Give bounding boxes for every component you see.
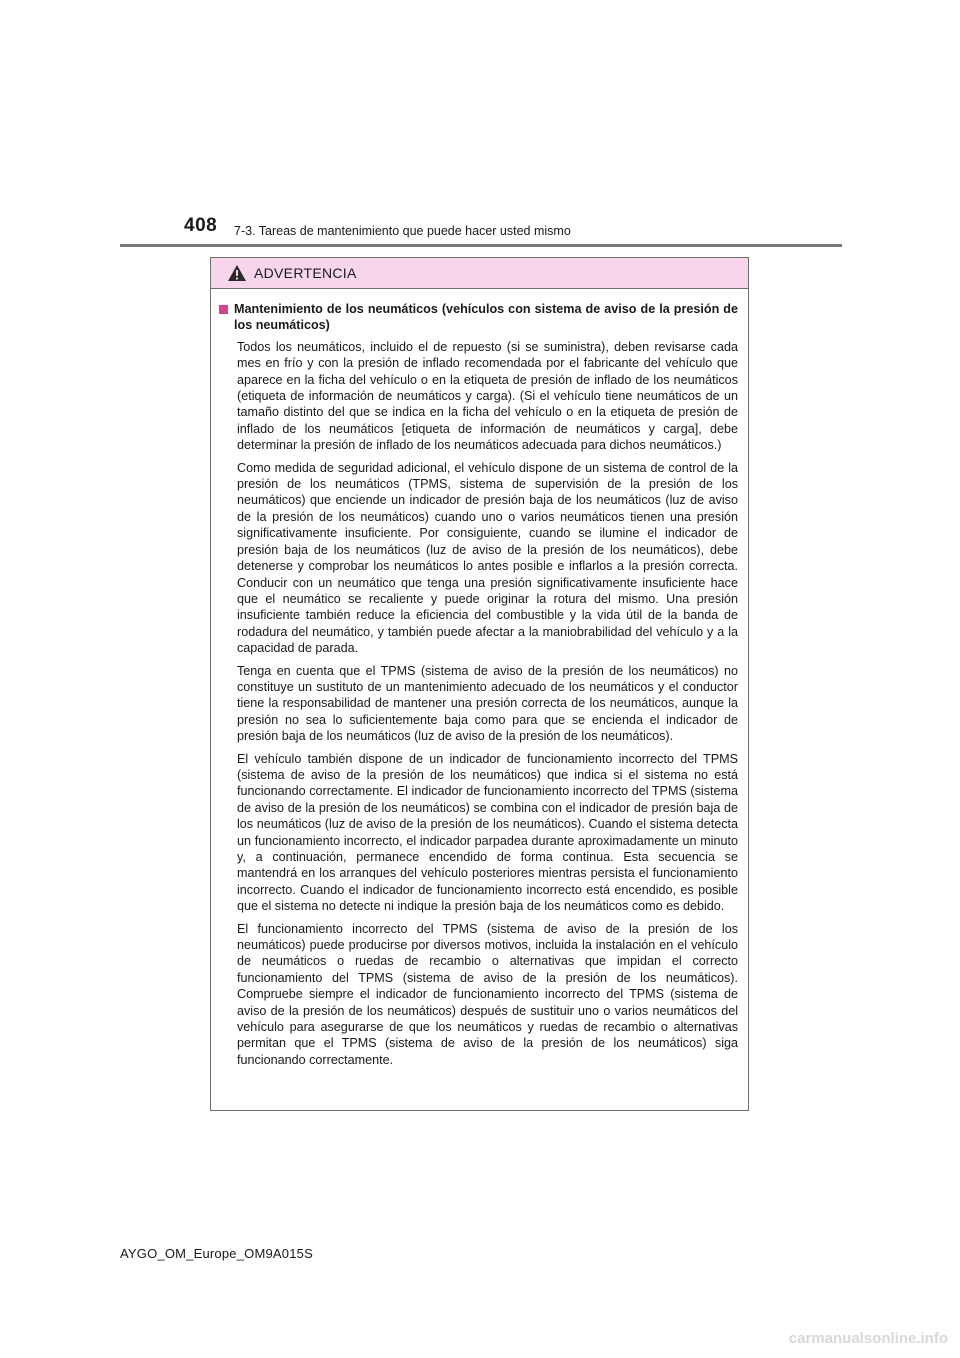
warning-paragraph: El vehículo también dispone de un indicador de funcionamiento incorrecto del TPMS (sistema de aviso de la presión de los neumáticos) que indica si el sistema no está funcionando correctamente. El indicador de funcionamiento incorrecto del TPMS (sistema de aviso de la presión de los neumáticos) se combina con el indicador de presión baja de los neumáticos (luz de aviso de la presión de los neumáticos). Cuando el sistema detecta un funcionamiento incorrecto, el indicador parpadea durante aproximadamente un minuto y, a continuación, permanece encendido de forma continua. Esta secuencia se mantendrá en los arranques del vehículo posteriores mientras persista el funcionamiento incorrecto. Cuando el indicador de funcionamiento incorrecto está encendido, es posible que el sistema no detecte ni indique la presión baja de los neumáticos como es debido.: [237, 751, 738, 914]
warning-paragraph: Tenga en cuenta que el TPMS (sistema de aviso de la presión de los neumáticos) no constituye un sustituto de un mantenimiento adecuado de los neumáticos y el conductor tiene la responsabilidad de mantener una presión correcta de los neumáticos, aunque la presión no sea lo suficientemente baja como para que se encienda el indicador de presión baja de los neumáticos (luz de aviso de la presión de los neumáticos).: [237, 663, 738, 744]
warning-body: [211, 289, 748, 1068]
page-number: 408: [184, 215, 218, 236]
warning-paragraph: Todos los neumáticos, incluido el de repuesto (si se suministra), deben revisarse cada mes en frío y con la presión de inflado recomendada por el fabricante del vehículo que aparece en la ficha del vehículo o en la etiqueta de presión de inflado de los neumáticos (etiqueta de información de neumáticos y carga). (Si el vehículo tiene neumáticos de un tamaño distinto del que se indica en la ficha del vehículo o en la etiqueta de presión de inflado de los neumáticos [etiqueta de información de neumáticos y carga], debe determinar la presión de inflado de los neumáticos adecuada para dichos neumáticos.): [237, 339, 738, 453]
bullet-square-icon: [219, 305, 228, 314]
warning-title: ADVERTENCIA: [254, 265, 357, 281]
watermark: carmanualsonline.info: [788, 1330, 948, 1347]
document-code: AYGO_OM_Europe_OM9A015S: [120, 1246, 313, 1261]
warning-paragraph: El funcionamiento incorrecto del TPMS (sistema de aviso de la presión de los neumáticos) puede producirse por diversos motivos, incluida la instalación en el vehículo de neumáticos o ruedas de recambio o alternativas que impidan el correcto funcionamiento del TPMS (sistema de aviso de la presión de los neumáticos). Compruebe siempre el indicador de funcionamiento incorrecto del TPMS (sistema de aviso de la presión de los neumáticos) después de sustituir uno o varios neumáticos del vehículo para asegurarse de que los neumáticos y ruedas de recambio o alternativas permitan que el TPMS (sistema de aviso de la presión de los neumáticos) siga funcionando correctamente.: [237, 921, 738, 1067]
warning-header: [211, 258, 748, 289]
warning-subhead: [219, 301, 738, 334]
warning-box: [210, 257, 749, 1111]
warning-paragraph: Como medida de seguridad adicional, el vehículo dispone de un sistema de control de la presión de los neumáticos (TPMS, sistema de supervisión de la presión de los neumáticos) que enciende un indicador de presión baja de los neumáticos (luz de aviso de la presión de los neumáticos) cuando uno o varios neumáticos tienen una presión significativamente insuficiente. Por consiguiente, cuando se ilumine el indicador de presión baja de los neumáticos (luz de aviso de la presión de los neumáticos), debe detenerse y comprobar los neumáticos lo antes posible e inflarlos a la presión correcta. Conducir con un neumático que tenga una presión significativamente insuficiente hace que el neumático se recaliente y puede originar la rotura del mismo. Una presión insuficiente también reduce la eficiencia del combustible y la vida útil de la banda de rodadura del neumático, y también puede afectar a la maniobrabilidad del vehículo y a la capacidad de parada.: [237, 460, 738, 656]
header-rule: [120, 244, 842, 247]
section-title: 7-3. Tareas de mantenimiento que puede hacer usted mismo: [234, 224, 571, 238]
warning-triangle-icon: [227, 264, 247, 282]
warning-subhead-text: Mantenimiento de los neumáticos (vehículos con sistema de aviso de la presión de los neumáticos): [234, 302, 738, 333]
